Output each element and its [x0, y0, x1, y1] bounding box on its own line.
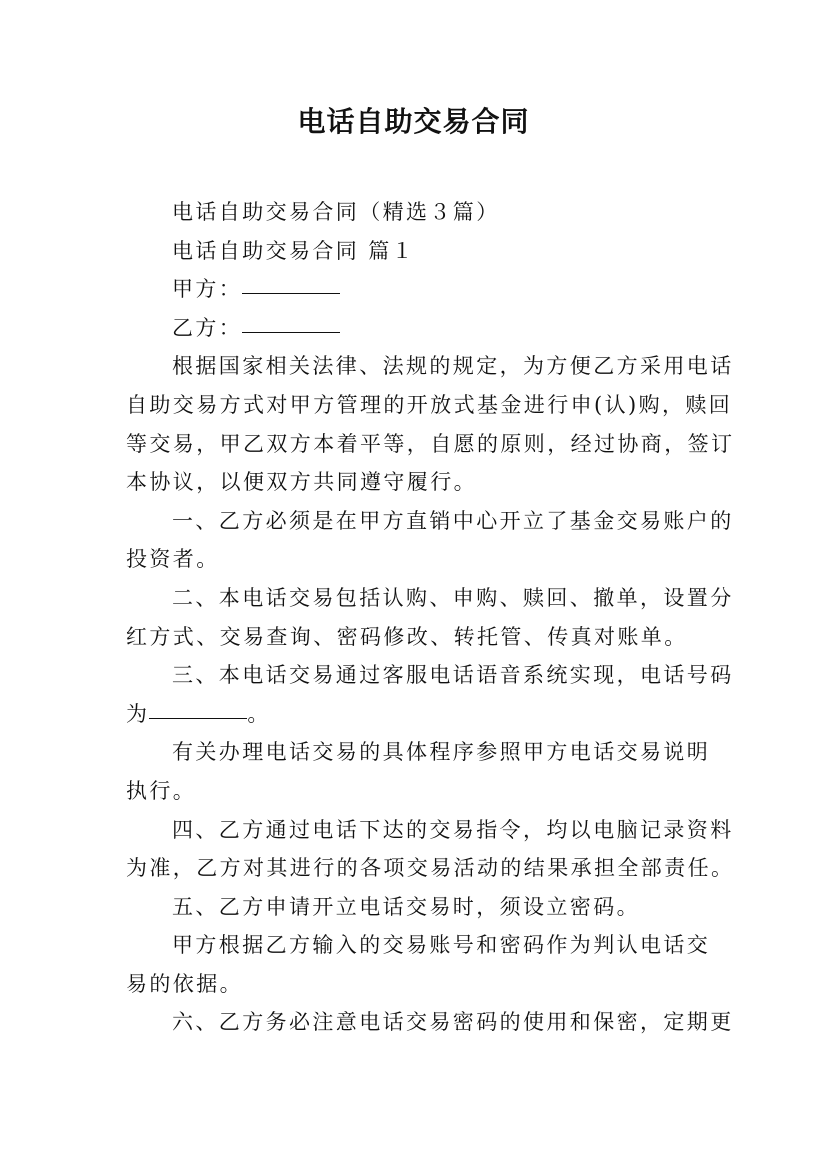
paragraph-line — [126, 193, 716, 232]
line-text: 三、本电话交易通过客服电话语音系统实现，电话号码 — [172, 663, 734, 688]
paragraph-line — [126, 772, 716, 811]
paragraph-line — [126, 1003, 734, 1042]
paragraph-line — [126, 309, 716, 348]
fill-in-blank — [242, 292, 340, 294]
paragraph-line — [126, 463, 716, 502]
paragraph-line — [126, 926, 716, 965]
paragraph-line — [126, 733, 716, 772]
line-text: 易的依据。 — [126, 971, 243, 996]
line-text: 一、乙方必须是在甲方直销中心开立了基金交易账户的 — [172, 508, 734, 533]
document-title: 电话自助交易合同 — [297, 105, 530, 138]
line-text: 五、乙方申请开立电话交易时，须设立密码。 — [172, 894, 640, 919]
line-text: 六、乙方务必注意电话交易密码的使用和保密，定期更 — [172, 1010, 734, 1035]
line-suffix: 。 — [247, 701, 271, 726]
paragraph-line — [126, 579, 734, 618]
line-text: 甲方根据乙方输入的交易账号和密码作为判认电话交 — [172, 933, 711, 958]
paragraph-line — [126, 618, 716, 657]
line-text: 为准，乙方对其进行的各项交易活动的结果承担全部责任。 — [126, 856, 735, 881]
paragraph-line — [126, 425, 735, 464]
paragraph-line — [126, 270, 716, 309]
paragraph-line — [126, 540, 716, 579]
line-text: 甲方： — [172, 277, 243, 302]
line-text: 乙方： — [172, 315, 243, 340]
line-text: 执行。 — [126, 778, 197, 803]
line-text: 本协议，以便双方共同遵守履行。 — [126, 470, 477, 495]
line-text: 投资者。 — [126, 547, 220, 572]
paragraph-line — [126, 811, 734, 850]
paragraph-line — [126, 849, 735, 888]
line-text: 等交易，甲乙双方本着平等，自愿的原则，经过协商，签订 — [126, 431, 735, 456]
paragraph-line — [126, 888, 716, 927]
line-text: 四、乙方通过电话下达的交易指令，均以电脑记录资料 — [172, 817, 734, 842]
fill-in-blank — [149, 717, 247, 719]
paragraph-line — [126, 232, 716, 271]
paragraph-line — [126, 347, 734, 386]
paragraph-line — [126, 965, 716, 1004]
line-text: 电话自助交易合同 篇１ — [172, 238, 416, 263]
paragraph-line — [126, 502, 734, 541]
line-text: 二、本电话交易包括认购、申购、赎回、撤单，设置分 — [172, 585, 734, 610]
paragraph-line — [126, 386, 733, 425]
line-text: 红方式、交易查询、密码修改、转托管、传真对账单。 — [126, 624, 688, 649]
paragraph-line — [126, 695, 716, 734]
line-text: 电话自助交易合同（精选３篇） — [172, 200, 500, 224]
line-text: 根据国家相关法律、法规的规定，为方便乙方采用电话 — [172, 354, 734, 379]
line-text: 自助交易方式对甲方管理的开放式基金进行申(认)购，赎回 — [126, 392, 733, 417]
line-text: 有关办理电话交易的具体程序参照甲方电话交易说明 — [172, 740, 711, 765]
document-body — [126, 193, 735, 1042]
fill-in-blank — [242, 331, 340, 333]
paragraph-line — [126, 656, 734, 695]
line-text: 为 — [126, 701, 150, 726]
